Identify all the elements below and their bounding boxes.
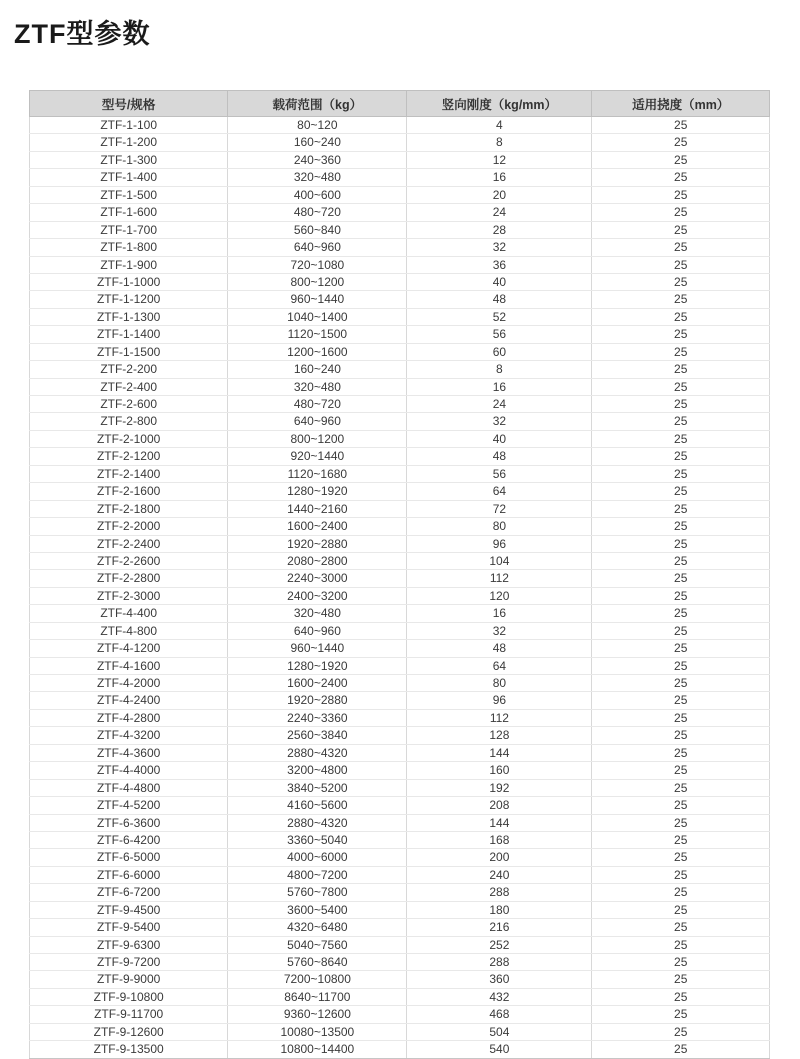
- cell-vertical-stiffness: 24: [407, 204, 592, 221]
- cell-vertical-stiffness: 32: [407, 239, 592, 256]
- table-row: [30, 465, 770, 482]
- column-header-load-range: 载荷范围（kg）: [228, 91, 407, 117]
- cell-load-range: 320~480: [228, 169, 407, 186]
- cell-deflection: 25: [592, 936, 770, 953]
- cell-load-range: 920~1440: [228, 448, 407, 465]
- table-row: [30, 361, 770, 378]
- table-row: [30, 169, 770, 186]
- table-row: [30, 483, 770, 500]
- cell-deflection: 25: [592, 1023, 770, 1040]
- cell-model: ZTF-2-1600: [30, 483, 228, 500]
- table-row: [30, 744, 770, 761]
- table-row: [30, 413, 770, 430]
- cell-deflection: 25: [592, 605, 770, 622]
- cell-model: ZTF-4-3200: [30, 727, 228, 744]
- cell-load-range: 3840~5200: [228, 779, 407, 796]
- cell-deflection: 25: [592, 1041, 770, 1058]
- cell-deflection: 25: [592, 884, 770, 901]
- cell-load-range: 80~120: [228, 117, 407, 134]
- table-row: [30, 570, 770, 587]
- table-row: [30, 239, 770, 256]
- cell-vertical-stiffness: 12: [407, 151, 592, 168]
- cell-load-range: 7200~10800: [228, 971, 407, 988]
- cell-vertical-stiffness: 160: [407, 762, 592, 779]
- cell-vertical-stiffness: 168: [407, 831, 592, 848]
- cell-model: ZTF-2-1200: [30, 448, 228, 465]
- column-header-vertical-stiffness: 竖向刚度（kg/mm）: [407, 91, 592, 117]
- cell-vertical-stiffness: 48: [407, 640, 592, 657]
- table-row: [30, 692, 770, 709]
- cell-model: ZTF-6-4200: [30, 831, 228, 848]
- cell-load-range: 1280~1920: [228, 483, 407, 500]
- table-row: [30, 273, 770, 290]
- cell-deflection: 25: [592, 221, 770, 238]
- cell-model: ZTF-4-4800: [30, 779, 228, 796]
- cell-deflection: 25: [592, 866, 770, 883]
- table-row: [30, 640, 770, 657]
- cell-model: ZTF-9-7200: [30, 954, 228, 971]
- cell-model: ZTF-1-600: [30, 204, 228, 221]
- cell-deflection: 25: [592, 518, 770, 535]
- cell-deflection: 25: [592, 448, 770, 465]
- cell-model: ZTF-2-400: [30, 378, 228, 395]
- cell-deflection: 25: [592, 308, 770, 325]
- table-row: [30, 831, 770, 848]
- cell-deflection: 25: [592, 256, 770, 273]
- cell-model: ZTF-1-200: [30, 134, 228, 151]
- table-row: [30, 343, 770, 360]
- cell-model: ZTF-4-1200: [30, 640, 228, 657]
- cell-model: ZTF-9-5400: [30, 919, 228, 936]
- cell-deflection: 25: [592, 744, 770, 761]
- cell-model: ZTF-1-1000: [30, 273, 228, 290]
- cell-load-range: 720~1080: [228, 256, 407, 273]
- cell-model: ZTF-4-2800: [30, 709, 228, 726]
- cell-model: ZTF-9-10800: [30, 988, 228, 1005]
- cell-model: ZTF-6-3600: [30, 814, 228, 831]
- table-row: [30, 204, 770, 221]
- cell-load-range: 5760~8640: [228, 954, 407, 971]
- cell-load-range: 1120~1500: [228, 326, 407, 343]
- table-row: [30, 430, 770, 447]
- cell-load-range: 2560~3840: [228, 727, 407, 744]
- table-row: [30, 884, 770, 901]
- cell-vertical-stiffness: 52: [407, 308, 592, 325]
- cell-load-range: 160~240: [228, 134, 407, 151]
- table-row: [30, 762, 770, 779]
- cell-load-range: 2880~4320: [228, 814, 407, 831]
- cell-vertical-stiffness: 504: [407, 1023, 592, 1040]
- cell-vertical-stiffness: 208: [407, 797, 592, 814]
- cell-deflection: 25: [592, 814, 770, 831]
- cell-vertical-stiffness: 40: [407, 273, 592, 290]
- table-row: [30, 971, 770, 988]
- cell-model: ZTF-4-3600: [30, 744, 228, 761]
- cell-deflection: 25: [592, 570, 770, 587]
- cell-deflection: 25: [592, 988, 770, 1005]
- cell-load-range: 2400~3200: [228, 587, 407, 604]
- table-row: [30, 378, 770, 395]
- cell-deflection: 25: [592, 535, 770, 552]
- cell-model: ZTF-2-2400: [30, 535, 228, 552]
- cell-load-range: 320~480: [228, 378, 407, 395]
- cell-deflection: 25: [592, 552, 770, 569]
- column-header-model: 型号/规格: [30, 91, 228, 117]
- cell-model: ZTF-6-7200: [30, 884, 228, 901]
- cell-deflection: 25: [592, 675, 770, 692]
- cell-model: ZTF-1-800: [30, 239, 228, 256]
- cell-model: ZTF-2-1800: [30, 500, 228, 517]
- table-row: [30, 1023, 770, 1040]
- table-row: [30, 814, 770, 831]
- cell-load-range: 960~1440: [228, 291, 407, 308]
- cell-deflection: 25: [592, 797, 770, 814]
- cell-model: ZTF-9-9000: [30, 971, 228, 988]
- cell-model: ZTF-1-100: [30, 117, 228, 134]
- cell-vertical-stiffness: 32: [407, 622, 592, 639]
- table-row: [30, 396, 770, 413]
- table-row: [30, 779, 770, 796]
- table-row: [30, 552, 770, 569]
- cell-deflection: 25: [592, 326, 770, 343]
- cell-model: ZTF-9-11700: [30, 1006, 228, 1023]
- table-row: [30, 1041, 770, 1058]
- cell-deflection: 25: [592, 151, 770, 168]
- cell-model: ZTF-1-1500: [30, 343, 228, 360]
- parameters-table: [29, 90, 770, 1059]
- cell-load-range: 4320~6480: [228, 919, 407, 936]
- cell-model: ZTF-9-12600: [30, 1023, 228, 1040]
- cell-vertical-stiffness: 112: [407, 709, 592, 726]
- cell-vertical-stiffness: 72: [407, 500, 592, 517]
- cell-vertical-stiffness: 20: [407, 186, 592, 203]
- cell-vertical-stiffness: 192: [407, 779, 592, 796]
- cell-vertical-stiffness: 104: [407, 552, 592, 569]
- cell-vertical-stiffness: 16: [407, 605, 592, 622]
- cell-vertical-stiffness: 16: [407, 378, 592, 395]
- cell-vertical-stiffness: 80: [407, 675, 592, 692]
- cell-load-range: 560~840: [228, 221, 407, 238]
- cell-model: ZTF-1-400: [30, 169, 228, 186]
- cell-load-range: 4800~7200: [228, 866, 407, 883]
- cell-vertical-stiffness: 24: [407, 396, 592, 413]
- cell-load-range: 2880~4320: [228, 744, 407, 761]
- cell-load-range: 1120~1680: [228, 465, 407, 482]
- cell-vertical-stiffness: 48: [407, 448, 592, 465]
- cell-load-range: 9360~12600: [228, 1006, 407, 1023]
- cell-vertical-stiffness: 8: [407, 361, 592, 378]
- cell-deflection: 25: [592, 483, 770, 500]
- cell-deflection: 25: [592, 692, 770, 709]
- cell-deflection: 25: [592, 465, 770, 482]
- cell-deflection: 25: [592, 901, 770, 918]
- cell-model: ZTF-2-1400: [30, 465, 228, 482]
- cell-vertical-stiffness: 64: [407, 657, 592, 674]
- cell-load-range: 4000~6000: [228, 849, 407, 866]
- cell-model: ZTF-1-500: [30, 186, 228, 203]
- cell-deflection: 25: [592, 396, 770, 413]
- cell-vertical-stiffness: 48: [407, 291, 592, 308]
- cell-vertical-stiffness: 180: [407, 901, 592, 918]
- table-row: [30, 866, 770, 883]
- cell-model: ZTF-9-13500: [30, 1041, 228, 1058]
- cell-load-range: 1920~2880: [228, 535, 407, 552]
- cell-load-range: 2240~3360: [228, 709, 407, 726]
- table-row: [30, 256, 770, 273]
- cell-vertical-stiffness: 96: [407, 692, 592, 709]
- cell-deflection: 25: [592, 204, 770, 221]
- cell-model: ZTF-1-300: [30, 151, 228, 168]
- cell-vertical-stiffness: 128: [407, 727, 592, 744]
- cell-load-range: 3600~5400: [228, 901, 407, 918]
- table-row: [30, 134, 770, 151]
- cell-model: ZTF-4-1600: [30, 657, 228, 674]
- cell-deflection: 25: [592, 971, 770, 988]
- cell-vertical-stiffness: 200: [407, 849, 592, 866]
- cell-load-range: 5760~7800: [228, 884, 407, 901]
- cell-load-range: 8640~11700: [228, 988, 407, 1005]
- table-row: [30, 675, 770, 692]
- cell-model: ZTF-4-800: [30, 622, 228, 639]
- cell-model: ZTF-1-1300: [30, 308, 228, 325]
- cell-deflection: 25: [592, 413, 770, 430]
- cell-model: ZTF-1-900: [30, 256, 228, 273]
- cell-vertical-stiffness: 216: [407, 919, 592, 936]
- table-header: [30, 91, 770, 117]
- table-row: [30, 587, 770, 604]
- cell-model: ZTF-6-5000: [30, 849, 228, 866]
- table-body: [30, 117, 770, 1059]
- cell-deflection: 25: [592, 117, 770, 134]
- cell-load-range: 400~600: [228, 186, 407, 203]
- cell-load-range: 800~1200: [228, 430, 407, 447]
- cell-vertical-stiffness: 4: [407, 117, 592, 134]
- cell-vertical-stiffness: 56: [407, 465, 592, 482]
- table-row: [30, 535, 770, 552]
- cell-deflection: 25: [592, 587, 770, 604]
- cell-model: ZTF-2-800: [30, 413, 228, 430]
- cell-vertical-stiffness: 40: [407, 430, 592, 447]
- cell-vertical-stiffness: 112: [407, 570, 592, 587]
- cell-vertical-stiffness: 64: [407, 483, 592, 500]
- cell-model: ZTF-9-6300: [30, 936, 228, 953]
- cell-deflection: 25: [592, 291, 770, 308]
- cell-vertical-stiffness: 60: [407, 343, 592, 360]
- page-title: ZTF型参数: [14, 19, 151, 49]
- cell-load-range: 480~720: [228, 396, 407, 413]
- header-row: [30, 91, 770, 117]
- cell-vertical-stiffness: 32: [407, 413, 592, 430]
- cell-deflection: 25: [592, 1006, 770, 1023]
- table-row: [30, 448, 770, 465]
- cell-model: ZTF-9-4500: [30, 901, 228, 918]
- cell-load-range: 1040~1400: [228, 308, 407, 325]
- cell-load-range: 240~360: [228, 151, 407, 168]
- cell-load-range: 160~240: [228, 361, 407, 378]
- table-row: [30, 186, 770, 203]
- cell-vertical-stiffness: 144: [407, 814, 592, 831]
- table-row: [30, 727, 770, 744]
- cell-vertical-stiffness: 120: [407, 587, 592, 604]
- cell-deflection: 25: [592, 500, 770, 517]
- cell-model: ZTF-2-2800: [30, 570, 228, 587]
- cell-deflection: 25: [592, 849, 770, 866]
- cell-model: ZTF-2-2000: [30, 518, 228, 535]
- table-row: [30, 954, 770, 971]
- table-row: [30, 326, 770, 343]
- cell-load-range: 960~1440: [228, 640, 407, 657]
- table-row: [30, 151, 770, 168]
- cell-vertical-stiffness: 540: [407, 1041, 592, 1058]
- cell-vertical-stiffness: 16: [407, 169, 592, 186]
- cell-load-range: 3200~4800: [228, 762, 407, 779]
- cell-model: ZTF-1-1400: [30, 326, 228, 343]
- cell-deflection: 25: [592, 779, 770, 796]
- cell-vertical-stiffness: 432: [407, 988, 592, 1005]
- table-row: [30, 518, 770, 535]
- table-row: [30, 291, 770, 308]
- cell-load-range: 1440~2160: [228, 500, 407, 517]
- table-row: [30, 605, 770, 622]
- cell-model: ZTF-2-3000: [30, 587, 228, 604]
- cell-model: ZTF-1-700: [30, 221, 228, 238]
- cell-deflection: 25: [592, 762, 770, 779]
- table-row: [30, 797, 770, 814]
- cell-vertical-stiffness: 468: [407, 1006, 592, 1023]
- table-row: [30, 221, 770, 238]
- table-row: [30, 500, 770, 517]
- cell-model: ZTF-2-1000: [30, 430, 228, 447]
- cell-deflection: 25: [592, 640, 770, 657]
- cell-load-range: 1920~2880: [228, 692, 407, 709]
- cell-vertical-stiffness: 80: [407, 518, 592, 535]
- cell-vertical-stiffness: 240: [407, 866, 592, 883]
- cell-load-range: 480~720: [228, 204, 407, 221]
- cell-deflection: 25: [592, 134, 770, 151]
- cell-load-range: 1600~2400: [228, 675, 407, 692]
- cell-load-range: 3360~5040: [228, 831, 407, 848]
- table-row: [30, 1006, 770, 1023]
- cell-deflection: 25: [592, 709, 770, 726]
- cell-vertical-stiffness: 288: [407, 954, 592, 971]
- cell-model: ZTF-2-200: [30, 361, 228, 378]
- cell-deflection: 25: [592, 378, 770, 395]
- cell-load-range: 2080~2800: [228, 552, 407, 569]
- cell-vertical-stiffness: 36: [407, 256, 592, 273]
- table-row: [30, 308, 770, 325]
- cell-model: ZTF-4-400: [30, 605, 228, 622]
- cell-vertical-stiffness: 360: [407, 971, 592, 988]
- cell-load-range: 10080~13500: [228, 1023, 407, 1040]
- table-row: [30, 657, 770, 674]
- cell-deflection: 25: [592, 273, 770, 290]
- cell-model: ZTF-1-1200: [30, 291, 228, 308]
- cell-vertical-stiffness: 56: [407, 326, 592, 343]
- cell-deflection: 25: [592, 657, 770, 674]
- cell-deflection: 25: [592, 343, 770, 360]
- cell-vertical-stiffness: 288: [407, 884, 592, 901]
- table-row: [30, 919, 770, 936]
- cell-model: ZTF-6-6000: [30, 866, 228, 883]
- cell-deflection: 25: [592, 186, 770, 203]
- cell-load-range: 1600~2400: [228, 518, 407, 535]
- cell-model: ZTF-4-5200: [30, 797, 228, 814]
- table-row: [30, 709, 770, 726]
- cell-vertical-stiffness: 252: [407, 936, 592, 953]
- cell-vertical-stiffness: 8: [407, 134, 592, 151]
- cell-model: ZTF-4-4000: [30, 762, 228, 779]
- cell-vertical-stiffness: 28: [407, 221, 592, 238]
- cell-model: ZTF-4-2400: [30, 692, 228, 709]
- cell-load-range: 2240~3000: [228, 570, 407, 587]
- cell-load-range: 640~960: [228, 622, 407, 639]
- cell-model: ZTF-2-600: [30, 396, 228, 413]
- cell-model: ZTF-2-2600: [30, 552, 228, 569]
- cell-deflection: 25: [592, 727, 770, 744]
- cell-deflection: 25: [592, 954, 770, 971]
- cell-vertical-stiffness: 144: [407, 744, 592, 761]
- cell-vertical-stiffness: 96: [407, 535, 592, 552]
- cell-load-range: 800~1200: [228, 273, 407, 290]
- cell-load-range: 10800~14400: [228, 1041, 407, 1058]
- cell-deflection: 25: [592, 430, 770, 447]
- column-header-deflection: 适用挠度（mm）: [592, 91, 770, 117]
- cell-load-range: 640~960: [228, 413, 407, 430]
- table-row: [30, 988, 770, 1005]
- cell-deflection: 25: [592, 239, 770, 256]
- cell-load-range: 1280~1920: [228, 657, 407, 674]
- cell-load-range: 1200~1600: [228, 343, 407, 360]
- cell-deflection: 25: [592, 831, 770, 848]
- cell-deflection: 25: [592, 919, 770, 936]
- cell-deflection: 25: [592, 169, 770, 186]
- table-row: [30, 936, 770, 953]
- table-row: [30, 117, 770, 134]
- cell-load-range: 640~960: [228, 239, 407, 256]
- cell-load-range: 320~480: [228, 605, 407, 622]
- table-row: [30, 901, 770, 918]
- cell-load-range: 5040~7560: [228, 936, 407, 953]
- cell-model: ZTF-4-2000: [30, 675, 228, 692]
- table-row: [30, 849, 770, 866]
- cell-deflection: 25: [592, 361, 770, 378]
- table-row: [30, 622, 770, 639]
- cell-load-range: 4160~5600: [228, 797, 407, 814]
- cell-deflection: 25: [592, 622, 770, 639]
